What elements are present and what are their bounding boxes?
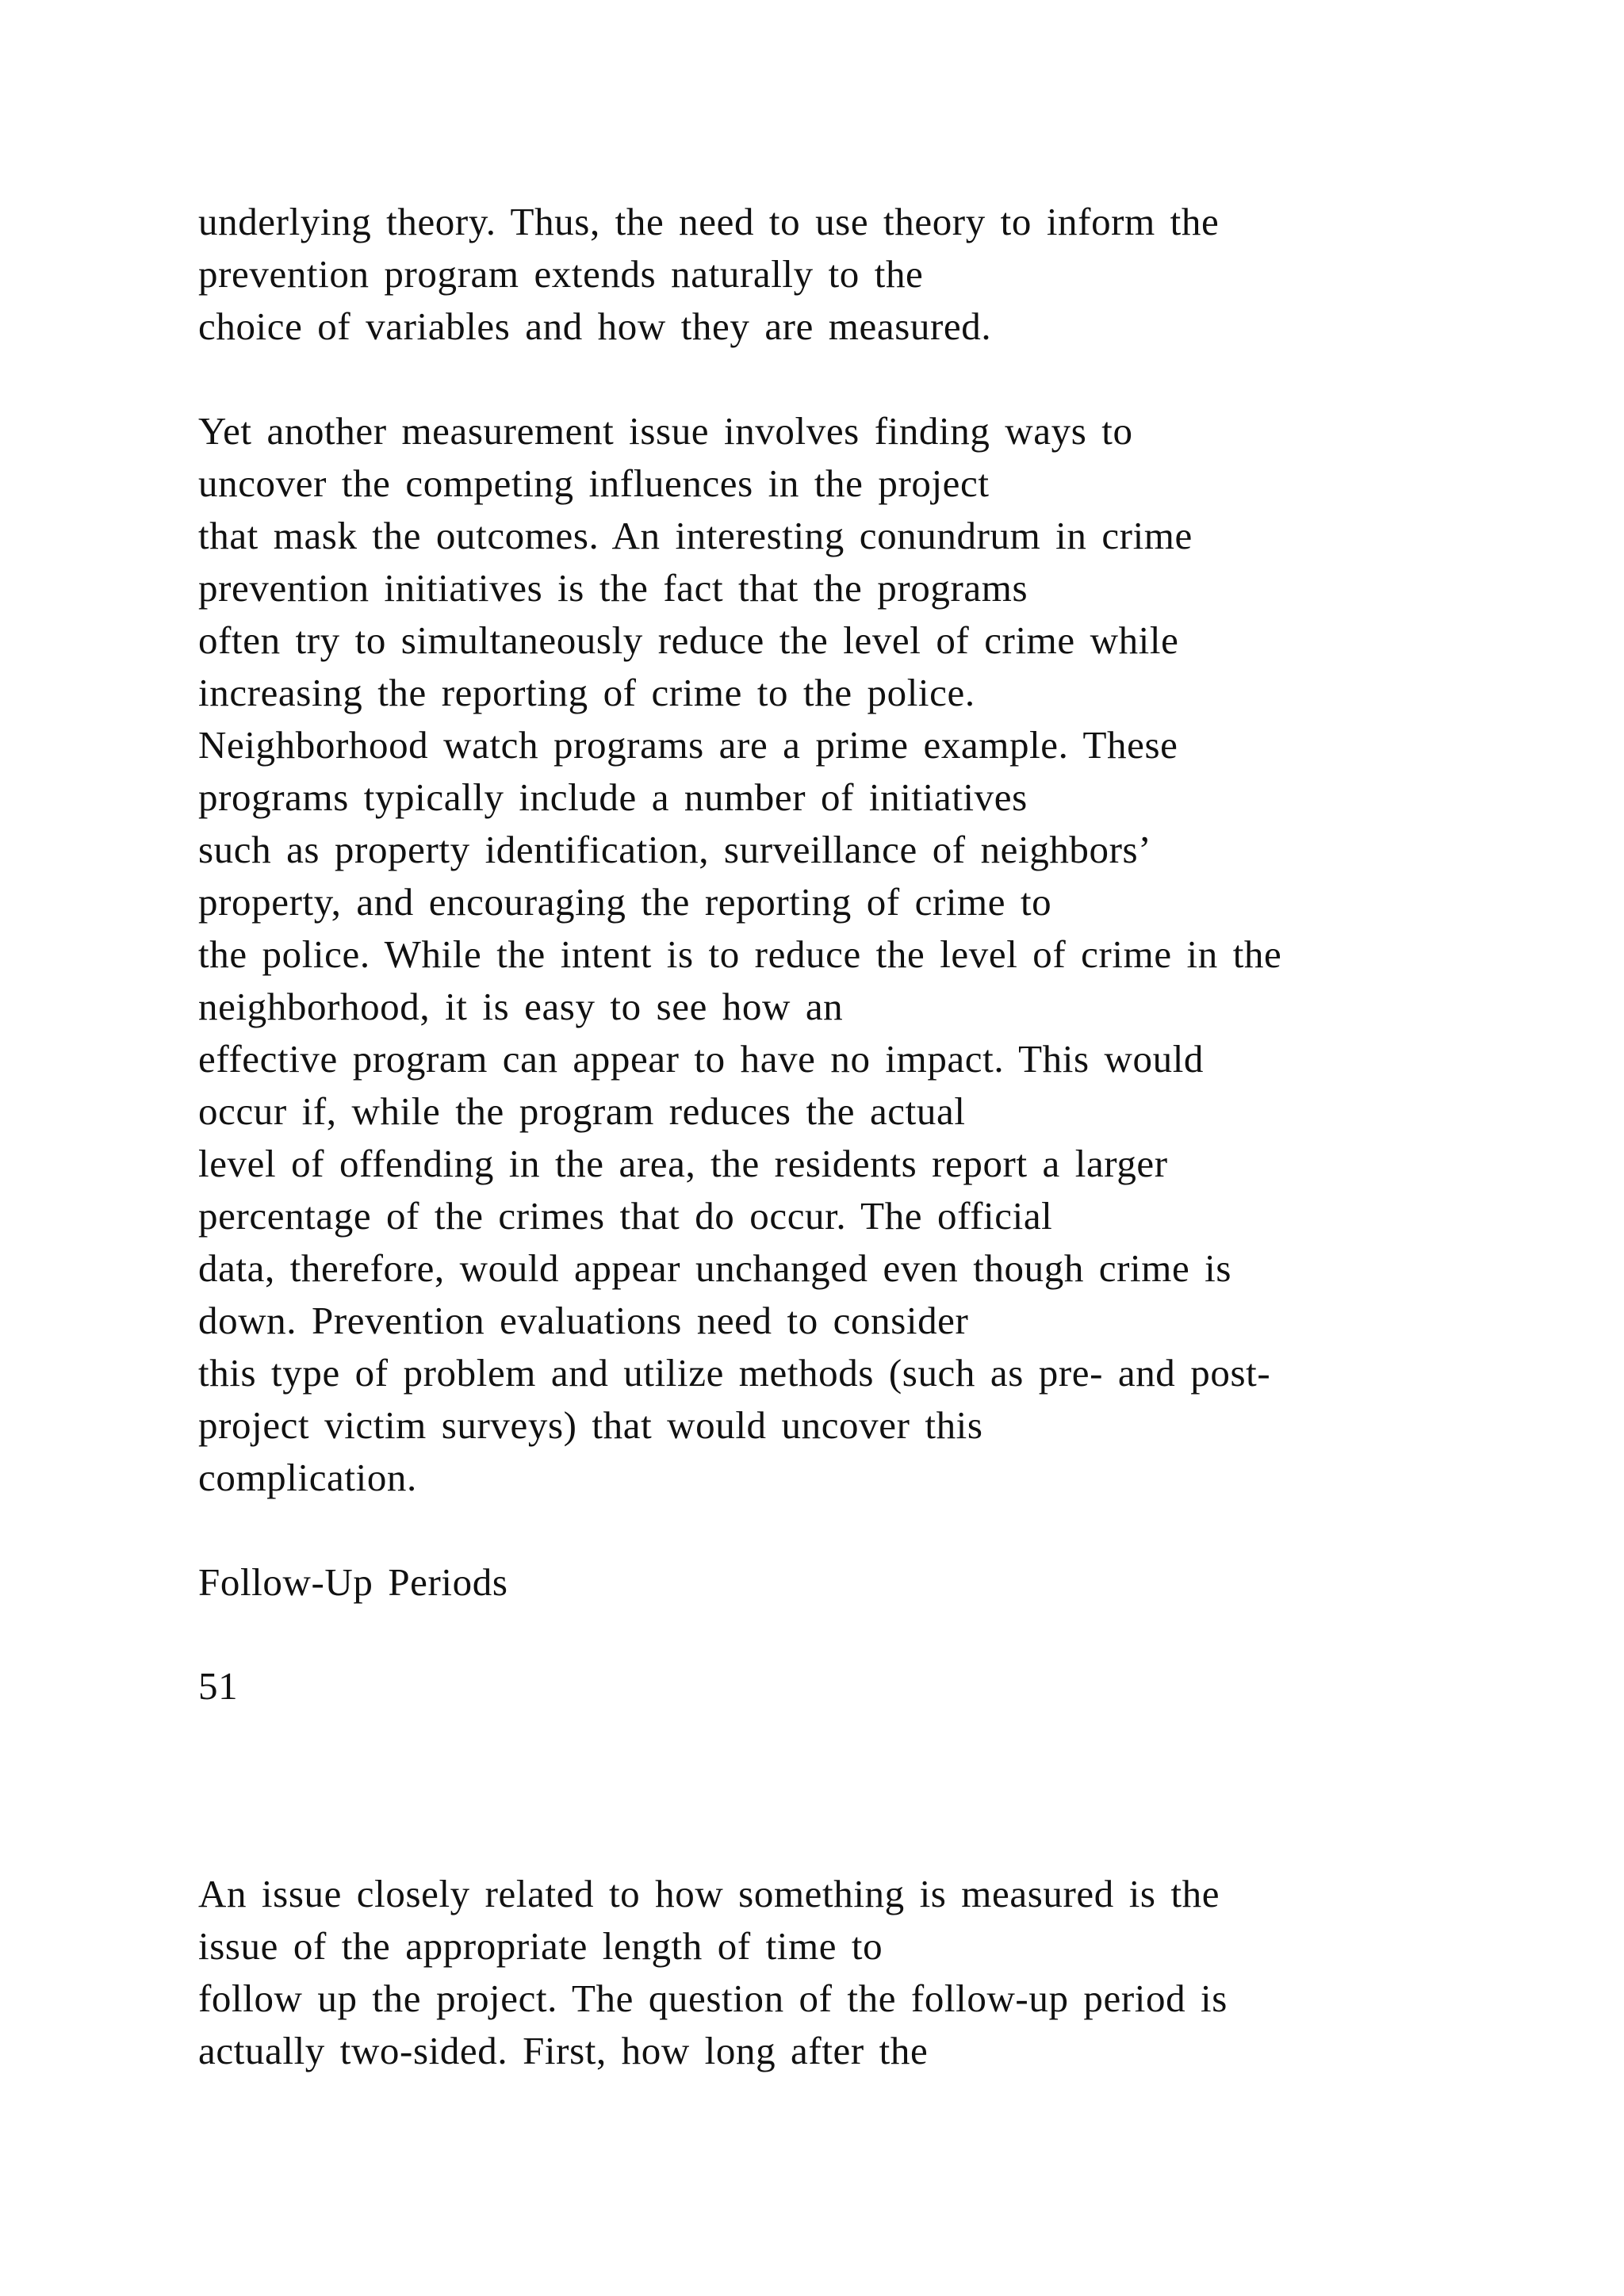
text-line: increasing the reporting of crime to the police.: [198, 671, 975, 714]
text-line: prevention initiatives is the fact that the programs: [198, 566, 1028, 610]
text-line: neighborhood, it is easy to see how an: [198, 985, 844, 1028]
text-line: uncover the competing influences in the project: [198, 461, 990, 505]
text-line: down. Prevention evaluations need to consider: [198, 1299, 969, 1342]
text-line: level of offending in the area, the residents report a larger: [198, 1142, 1168, 1185]
text-line: choice of variables and how they are measured.: [198, 304, 992, 348]
text-line: property, and encouraging the reporting of crime to: [198, 880, 1052, 924]
text-line: complication.: [198, 1456, 417, 1499]
text-line: often try to simultaneously reduce the level of crime while: [198, 618, 1179, 662]
text-line: follow up the project. The question of the follow-up period is: [198, 1976, 1228, 2020]
paragraph-follow-up: [198, 1868, 1507, 2077]
paragraph-theory-conclusion: [198, 196, 1507, 353]
text-line: occur if, while the program reduces the actual: [198, 1089, 966, 1133]
paragraph-measurement-issue: [198, 405, 1507, 1504]
page-number-text: 51: [198, 1664, 239, 1708]
text-line: that mask the outcomes. An interesting conundrum in crime: [198, 514, 1193, 557]
text-line: actually two-sided. First, how long after the: [198, 2029, 929, 2072]
text-line: the police. While the intent is to reduce the level of crime in the: [198, 932, 1282, 976]
text-line: percentage of the crimes that do occur. The official: [198, 1194, 1053, 1238]
text-line: Neighborhood watch programs are a prime example. These: [198, 723, 1178, 767]
section-heading-text: Follow-Up Periods: [198, 1560, 508, 1604]
text-line: data, therefore, would appear unchanged even though crime is: [198, 1246, 1232, 1290]
page-number: [198, 1660, 1507, 1712]
text-line: this type of problem and utilize methods (such as pre- and post-: [198, 1351, 1271, 1395]
text-line: Yet another measurement issue involves finding ways to: [198, 409, 1133, 453]
text-line: project victim surveys) that would uncover this: [198, 1403, 983, 1447]
text-line: programs typically include a number of initiatives: [198, 775, 1028, 819]
text-line: An issue closely related to how something is measured is the: [198, 1872, 1220, 1915]
section-heading: [198, 1556, 1507, 1609]
text-line: underlying theory. Thus, the need to use theory to inform the: [198, 200, 1220, 243]
text-line: issue of the appropriate length of time to: [198, 1924, 883, 1968]
text-line: such as property identification, surveillance of neighbors’: [198, 828, 1152, 871]
text-line: prevention program extends naturally to the: [198, 252, 924, 296]
text-line: effective program can appear to have no impact. This would: [198, 1037, 1205, 1081]
